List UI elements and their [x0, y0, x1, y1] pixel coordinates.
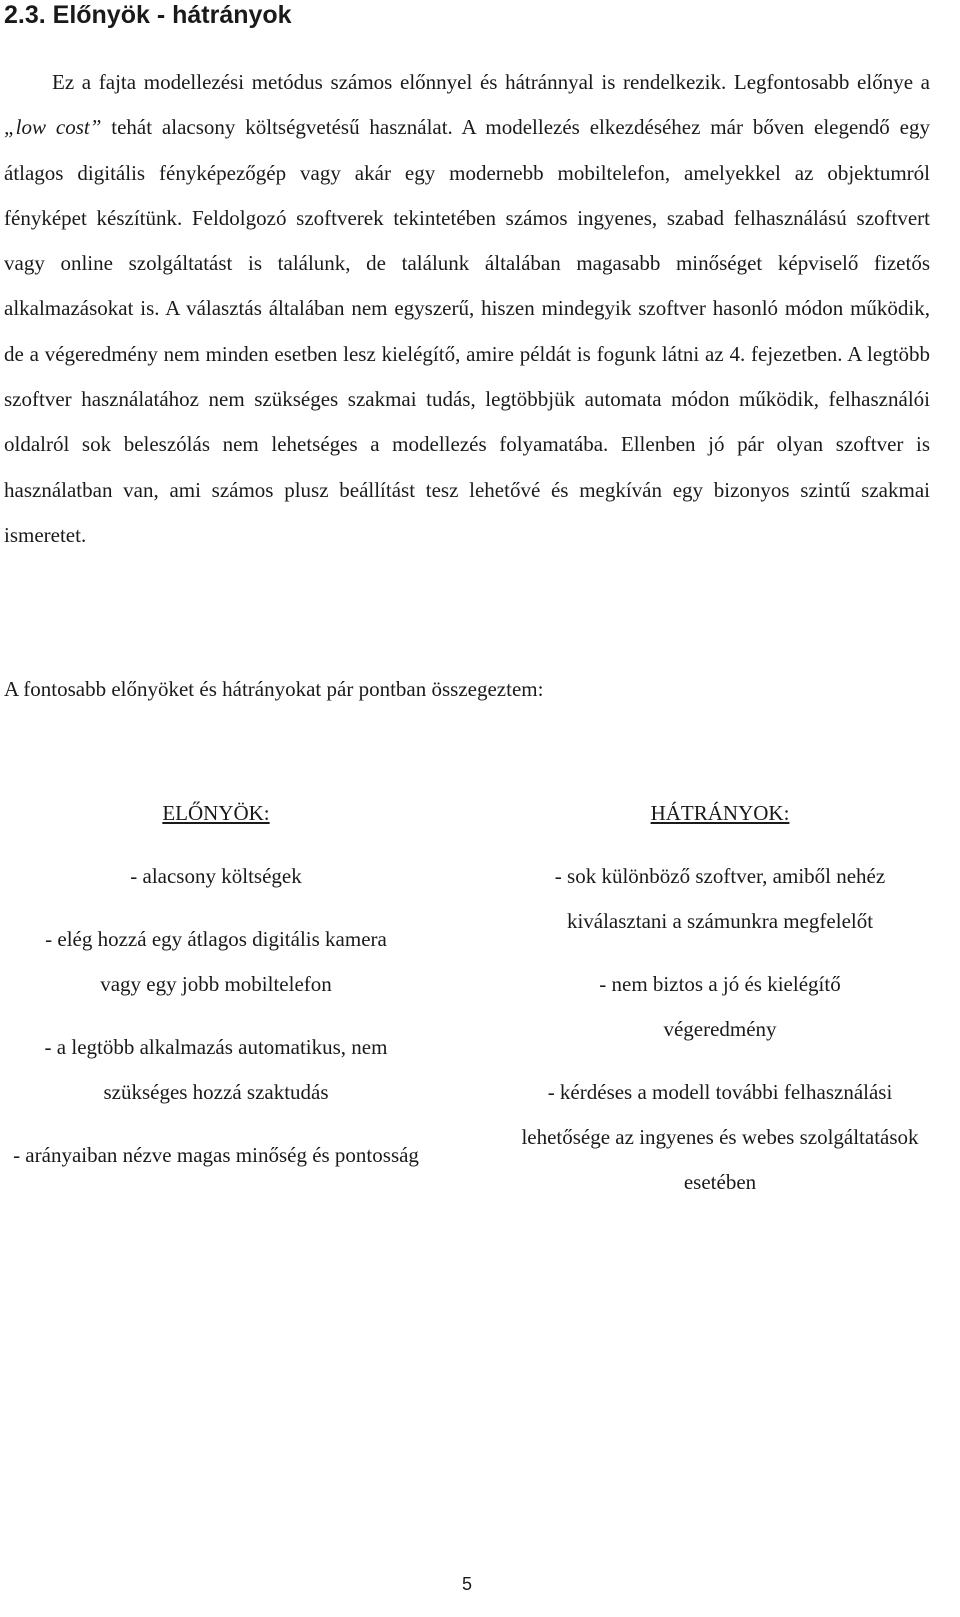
disadvantages-column	[510, 791, 930, 1223]
disadvantage-item: - nem biztos a jó és kielégítő végeredmény	[599, 972, 841, 1041]
advantage-item: - a legtöbb alkalmazás automatikus, nem szükséges hozzá szaktudás	[44, 1035, 388, 1104]
disadvantages-title: HÁTRÁNYOK:	[650, 801, 790, 825]
advantage-item: - alacsony költségek	[130, 864, 302, 888]
disadvantage-item: - kérdéses a modell további felhasználási lehetősége az ingyenes és webes szolgáltatások esetében	[521, 1080, 919, 1194]
section-heading: 2.3. Előnyök - hátrányok	[4, 1, 292, 29]
advantage-item: - elég hozzá egy átlagos digitális kamera vagy egy jobb mobiltelefon	[45, 927, 387, 996]
paragraph-text-end: tehát alacsony költségvetésű használat. A modellezés elkezdéséhez már bőven elegendő egy átlagos digitális fényképezőgép vagy akár egy modernebb mobiltelefon, amelyekkel az objektumról fényképet készítünk. Feldolgozó szoftverek tekintetében számos ingyenes, szabad felhasználású szoftvert vagy online szolgáltatást is találunk, de találunk általában magasabb minőséget képviselő fizetős alkalmazásokat is. A választás általában nem egyszerű, hiszen mindegyik szoftver hasonló módon működik, de a végeredmény nem minden esetben lesz kielégítő, amire példát is fogunk látni az 4. fejezetben. A legtöbb szoftver használatához nem szükséges szakmai tudás, legtöbbjük automata módon működik, felhasználói oldalról sok beleszólás nem lehetséges a modellezés folyamatába. Ellenben jó pár olyan szoftver is használatban van, ami számos plusz beállítást tesz lehetővé és megkíván egy bizonyos szintű szakmai ismeretet.	[4, 115, 930, 547]
advantages-title: ELŐNYÖK:	[162, 801, 270, 825]
summary-line: A fontosabb előnyöket és hátrányokat pár pontban összegeztem:	[4, 677, 544, 701]
paragraph-emphasis: „low cost”	[4, 115, 102, 140]
disadvantage-item: - sok különböző szoftver, amiből nehéz kiválasztani a számunkra megfelelőt	[554, 864, 886, 933]
page-number: 5	[461, 1574, 472, 1594]
paragraph-text-start: Ez a fajta modellezési metódus számos előnnyel és hátránnyal is rendelkezik. Legfontosabb előnye a	[52, 70, 930, 94]
advantages-column	[10, 791, 422, 1196]
body-paragraph	[4, 60, 930, 558]
advantage-item: - arányaiban nézve magas minőség és pontosság	[13, 1143, 419, 1167]
